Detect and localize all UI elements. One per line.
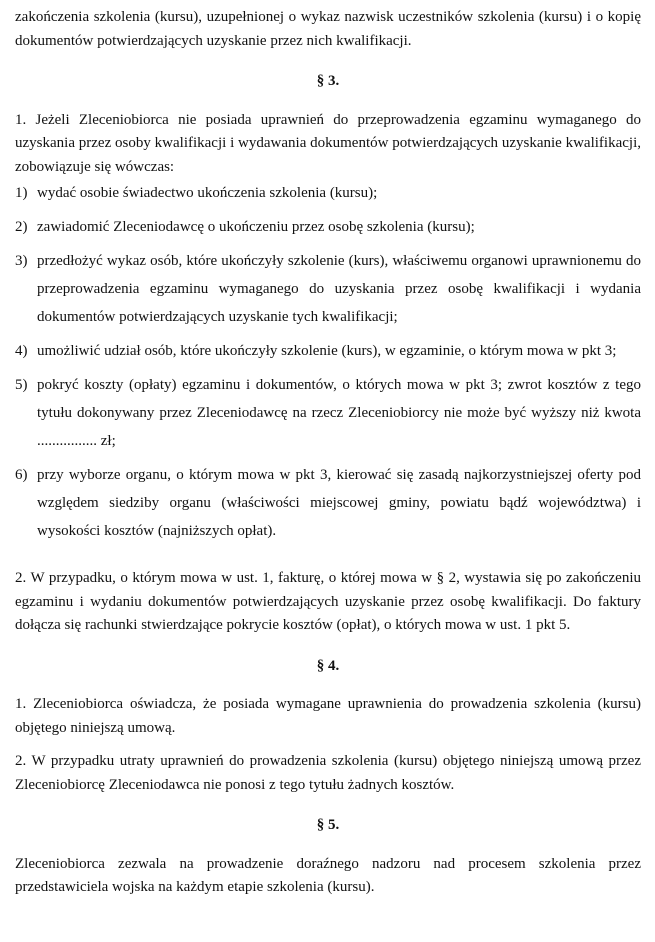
list-item: [15, 213, 641, 241]
list-item: [15, 179, 641, 207]
section-3-list: [15, 179, 641, 545]
list-item-number: 1): [15, 185, 28, 201]
list-item: [15, 247, 641, 331]
list-item-text: umożliwić udział osób, które ukończyły szkolenie (kurs), w egzaminie, o którym mowa w pkt 3;: [37, 343, 617, 359]
section-3-paragraph-2: 2. W przypadku, o którym mowa w ust. 1, fakturę, o której mowa w § 2, wystawia się po zakończeniu egzaminu i wydaniu dokumentów potwierdzających uzyskanie przez osobę kwalifikacji. Do faktury dołącza się rachunki stwierdzające pokrycie kosztów (opłat), o których mowa w ust. 1 pkt 5.: [15, 570, 641, 633]
list-item-text: pokryć koszty (opłaty) egzaminu i dokumentów, o których mowa w pkt 3; zwrot kosztów z tego tytułu dokonywany przez Zleceniodawcę na rzecz Zleceniobiorcy nie może być wyższy niż kwota ................ zł;: [37, 377, 641, 449]
list-item-number: 4): [15, 343, 28, 359]
section-3-heading: § 3.: [316, 73, 340, 89]
list-item-text: przedłożyć wykaz osób, które ukończyły szkolenie (kurs), właściwemu organowi uprawnionemu do przeprowadzenia egzaminu wymaganego do uzyskania przez osobę kwalifikacji i wydania dokumentów potwierdzających uzyskanie tych kwalifikacji;: [37, 253, 641, 325]
section-5-heading: § 5.: [316, 817, 340, 833]
list-item-text: wydać osobie świadectwo ukończenia szkolenia (kursu);: [37, 185, 378, 201]
list-item-text: zawiadomić Zleceniodawcę o ukończeniu przez osobę szkolenia (kursu);: [37, 219, 475, 235]
section-4-paragraph-2: 2. W przypadku utraty uprawnień do prowadzenia szkolenia (kursu) objętego niniejszą umową przez Zleceniobiorcę Zleceniodawca nie ponosi z tego tytułu żadnych kosztów.: [15, 753, 641, 793]
list-item-number: 5): [15, 377, 28, 393]
list-item-number: 2): [15, 219, 28, 235]
list-item-number: 6): [15, 467, 28, 483]
section-4-heading: § 4.: [316, 657, 340, 674]
list-item-number: 3): [15, 253, 28, 269]
list-item: [15, 371, 641, 455]
section-5-paragraph-1: Zleceniobiorca zezwala na prowadzenie doraźnego nadzoru nad procesem szkolenia przez przedstawiciela wojska na każdym etapie szkolenia (kursu).: [15, 855, 641, 895]
continuation-paragraph: zakończenia szkolenia (kursu), uzupełnionej o wykaz nazwisk uczestników szkolenia (kursu) i o kopię dokumentów potwierdzających uzyskanie przez nich kwalifikacji.: [15, 9, 641, 49]
section-4-paragraph-1: 1. Zleceniobiorca oświadcza, że posiada wymagane uprawnienia do prowadzenia szkolenia (kursu) objętego niniejszą umową.: [15, 696, 641, 736]
list-item: [15, 337, 641, 365]
list-item: [15, 461, 641, 545]
section-3-intro: 1. Jeżeli Zleceniobiorca nie posiada uprawnień do przeprowadzenia egzaminu wymaganego do uzyskania przez osoby kwalifikacji i wydawania dokumentów potwierdzających uzyskanie kwalifikacji, zobowiązuje się wówczas:: [15, 111, 641, 175]
list-item-text: przy wyborze organu, o którym mowa w pkt 3, kierować się zasadą najkorzystniejszej oferty pod względem siedziby organu (właściwości miejscowej gminy, powiatu bądź województwa) i wysokości kosztów (najniższych opłat).: [37, 467, 641, 539]
